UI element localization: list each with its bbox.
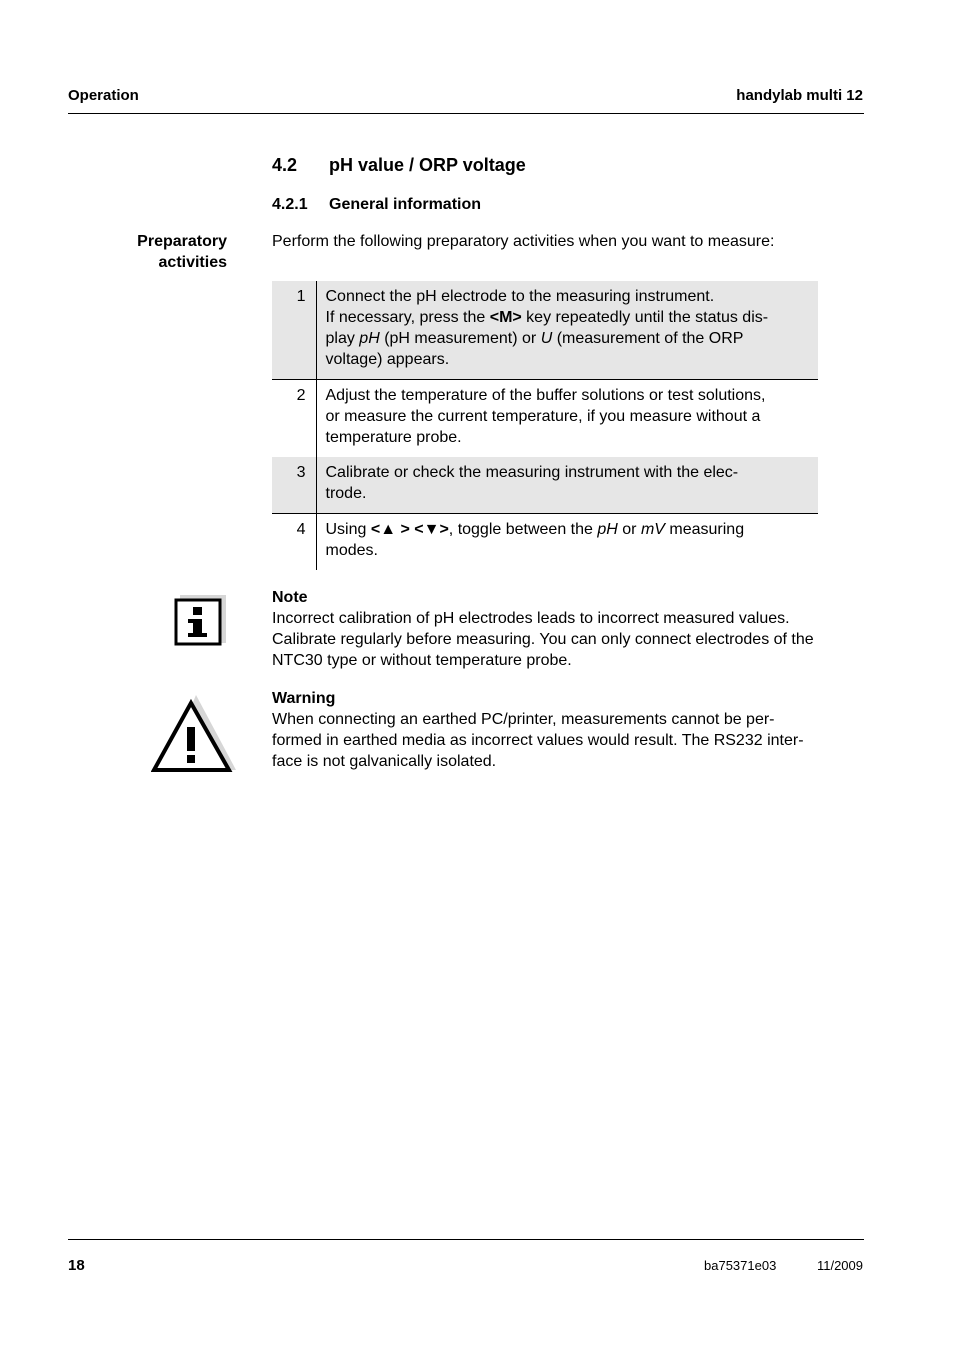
header-rule <box>68 113 864 114</box>
text: (measurement of the ORP <box>552 330 744 347</box>
warning-line: When connecting an earthed PC/printer, measurements cannot be per- <box>272 711 775 728</box>
steps-table <box>272 281 818 570</box>
margin-label-line: activities <box>158 254 227 271</box>
mode-ph: pH <box>597 521 618 538</box>
note-line: Incorrect calibration of pH electrodes leads to incorrect measured values. <box>272 610 790 627</box>
status-u: U <box>540 330 553 347</box>
text: Using <box>325 521 371 538</box>
step-line <box>326 328 811 349</box>
table-row <box>272 514 818 571</box>
running-header-left: Operation <box>68 87 139 104</box>
step-line: voltage) appears. <box>325 351 450 368</box>
document-date: 11/2009 <box>816 1258 863 1273</box>
step-number: 4 <box>272 514 316 571</box>
text: If necessary, press the <box>325 309 490 326</box>
margin-label-line: Preparatory <box>137 233 227 250</box>
text: (pH measurement) or <box>379 330 541 347</box>
section-number: 4.2 <box>272 155 298 175</box>
section-heading <box>272 155 526 176</box>
step-number: 3 <box>272 457 316 514</box>
step-line: Calibrate or check the measuring instrument with the elec- <box>325 464 739 481</box>
footer-rule <box>68 1239 864 1240</box>
running-header-right: handylab multi 12 <box>736 87 863 104</box>
key-label: <M> <box>489 309 522 326</box>
text: measuring <box>664 521 745 538</box>
note-line: NTC30 type or without temperature probe. <box>272 652 572 669</box>
step-line <box>326 307 811 328</box>
step-text <box>316 281 818 380</box>
warning-line: face is not galvanically isolated. <box>272 753 497 770</box>
step-number: 2 <box>272 380 316 458</box>
step-line: Connect the pH electrode to the measuring instrument. <box>325 288 715 305</box>
subsection-heading <box>272 196 481 214</box>
step-text <box>316 380 818 458</box>
text: play <box>325 330 360 347</box>
step-line: temperature probe. <box>325 429 462 446</box>
step-line: or measure the current temperature, if you measure without a <box>325 408 761 425</box>
intro-paragraph: Perform the following preparatory activities when you want to measure: <box>272 233 775 250</box>
section-title: pH value / ORP voltage <box>329 155 526 175</box>
step-line: modes. <box>325 542 378 559</box>
note-block <box>272 587 814 671</box>
arrow-keys-label: <▲ > <▼> <box>370 521 449 538</box>
document-number: ba75371e03 <box>704 1258 777 1273</box>
warning-block <box>272 688 804 772</box>
step-line: trode. <box>325 485 367 502</box>
status-ph: pH <box>359 330 380 347</box>
step-line <box>326 519 811 540</box>
margin-label <box>137 231 227 273</box>
info-icon <box>174 593 228 652</box>
note-title: Note <box>272 589 308 606</box>
step-number: 1 <box>272 281 316 380</box>
warning-line: formed in earthed media as incorrect values would result. The RS232 inter- <box>272 732 804 749</box>
step-line: Adjust the temperature of the buffer solutions or test solutions, <box>325 387 766 404</box>
note-line: Calibrate regularly before measuring. You can only connect electrodes of the <box>272 631 814 648</box>
warning-icon <box>151 693 237 780</box>
text: key repeatedly until the status dis- <box>521 309 769 326</box>
subsection-title: General information <box>329 196 482 213</box>
mode-mv: mV <box>640 521 665 538</box>
step-text <box>316 457 818 514</box>
table-row <box>272 281 818 380</box>
table-row <box>272 380 818 458</box>
text: or <box>617 521 641 538</box>
warning-title: Warning <box>272 690 336 707</box>
text: , toggle between the <box>448 521 598 538</box>
step-text <box>316 514 818 571</box>
page-number: 18 <box>68 1257 85 1274</box>
subsection-number: 4.2.1 <box>272 196 308 213</box>
table-row <box>272 457 818 514</box>
